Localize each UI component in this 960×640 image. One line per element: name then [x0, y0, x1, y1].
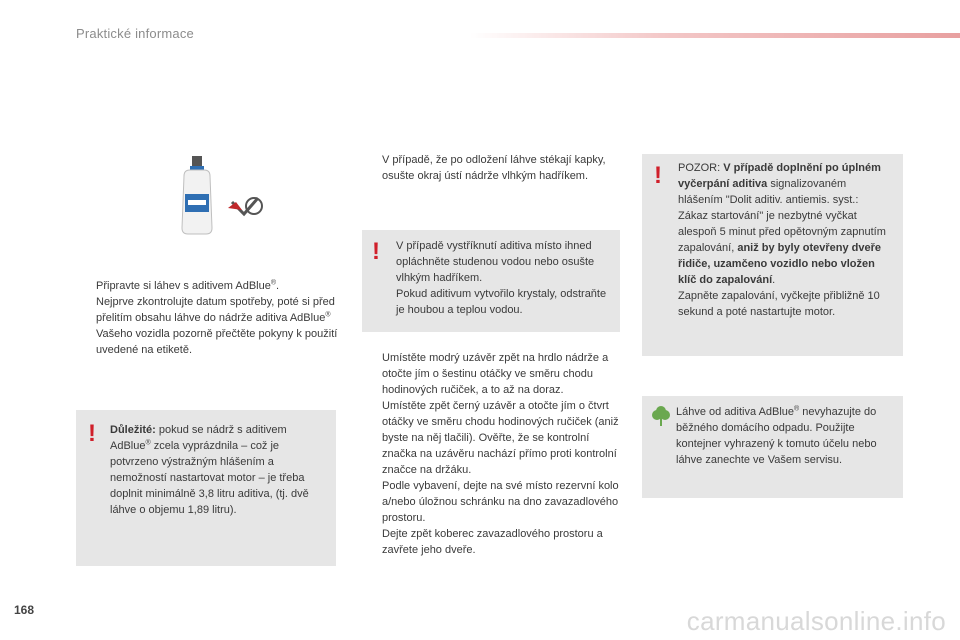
list-item: Podle vybavení, dejte na své místo rezervní kolo a/nebo úložnou schránku na dno zavazadlového prostoru.: [362, 478, 624, 526]
list-item: Umístěte modrý uzávěr zpět na hrdlo nádrže a otočte jím o šestinu otáčky ve směru chodu hodinových ručiček, a to až na doraz.: [362, 350, 624, 398]
exclamation-icon: !: [654, 162, 662, 189]
caution-prefix: POZOR:: [678, 162, 724, 174]
steps-list: [362, 350, 624, 558]
watermark: carmanualsonline.info: [686, 606, 946, 636]
list-item: Umístěte zpět černý uzávěr a otočte jím o čtvrt otáčky ve směru chodu hodinových ručiček (aniž byste na něj tlačili). Ověřte, že se kontrolní značka na uzávěru nachází přímo proti kontrolní značce na držáku.: [362, 398, 624, 478]
caution-restart-text: Zapněte zapalování, vyčkejte přibližně 10 sekund a poté nastartujte motor.: [678, 290, 880, 318]
step-wipe-drops: V případě, že po odložení láhve stékají kapky, osušte okraj ústí nádrže vlhkým hadříkem.: [362, 152, 620, 184]
eco-text: Láhve od aditiva AdBlue: [676, 406, 795, 418]
section-title: Praktické informace: [76, 26, 194, 41]
bullet-arrow-icon: [362, 398, 382, 478]
exclamation-icon: !: [88, 420, 96, 447]
bullet-arrow-icon: [362, 526, 382, 558]
step-prepare-line1: Připravte si láhev s aditivem AdBlue: [96, 280, 271, 292]
bullet-arrow-icon: [362, 478, 382, 526]
important-note-box: ! Důležité: pokud se nádrž s aditivem AdBlue® zcela vyprázdnila – což je potvrzeno výstražným hlášením a nemožností nastartovat motor – je třeba doplnit minimálně 3,8 litru aditiva, (tj. dvě láhve o objemu 1,89 litru).: [76, 410, 336, 566]
adblue-bottle-illustration: [170, 150, 270, 245]
spill-warning-text2: Pokud aditivum vytvořilo krystaly, odstraňte je houbou a teplou vodou.: [396, 288, 607, 316]
spill-warning-box: [362, 230, 620, 332]
caution-box: ! POZOR: V případě doplnění po úplném vyčerpání aditiva signalizovaném hlášením "Dolit aditiv. antiemis. syst.: Zákaz startování" je nezbytné vyčkat alespoň 5 minut před opětovným zapnutím zapalování, aniž by byly otevřeny dveře řidiče, uzamčeno vozidlo nebo vložen klíč do zapalování. Zapněte zapalování, vyčkejte přibližně 10 sekund a poté nastartujte motor.: [642, 154, 903, 356]
page-number: 168: [14, 603, 35, 617]
bullet-arrow-icon: [362, 350, 382, 398]
step-prepare-line2: Nejprve zkontrolujte datum spotřeby, poté si před přelitím obsahu láhve do nádrže aditiva AdBlue: [96, 296, 335, 324]
important-label: Důležité:: [110, 424, 156, 436]
list-item: Dejte zpět koberec zavazadlového prostoru a zavřete jeho dveře.: [362, 526, 624, 558]
adblue-bottle-icon: [170, 150, 270, 240]
eco-tree-icon: [650, 406, 672, 428]
header-accent-bar: [470, 33, 960, 38]
eco-disposal-box: Láhve od aditiva AdBlue® nevyhazujte do běžného domácího odpadu. Použijte kontejner vyhrazený k tomuto účelu nebo láhve zanechte ve Vašem servisu.: [642, 396, 903, 498]
step-prepare-bottle: Připravte si láhev s aditivem AdBlue®. Nejprve zkontrolujte datum spotřeby, poté si před přelitím obsahu láhve do nádrže aditiva AdBlue® Vašeho vozidla pozorně přečtěte pokyny k použití uvedené na etiketě.: [76, 278, 338, 358]
spill-warning-text1: V případě vystříknutí aditiva místo ihned opláchněte studenou vodou nebo osušte vlhkým hadříkem.: [396, 240, 595, 284]
bullet-arrow-icon: [362, 152, 382, 184]
bullet-arrow-icon: [76, 278, 96, 358]
exclamation-icon: !: [372, 238, 380, 265]
